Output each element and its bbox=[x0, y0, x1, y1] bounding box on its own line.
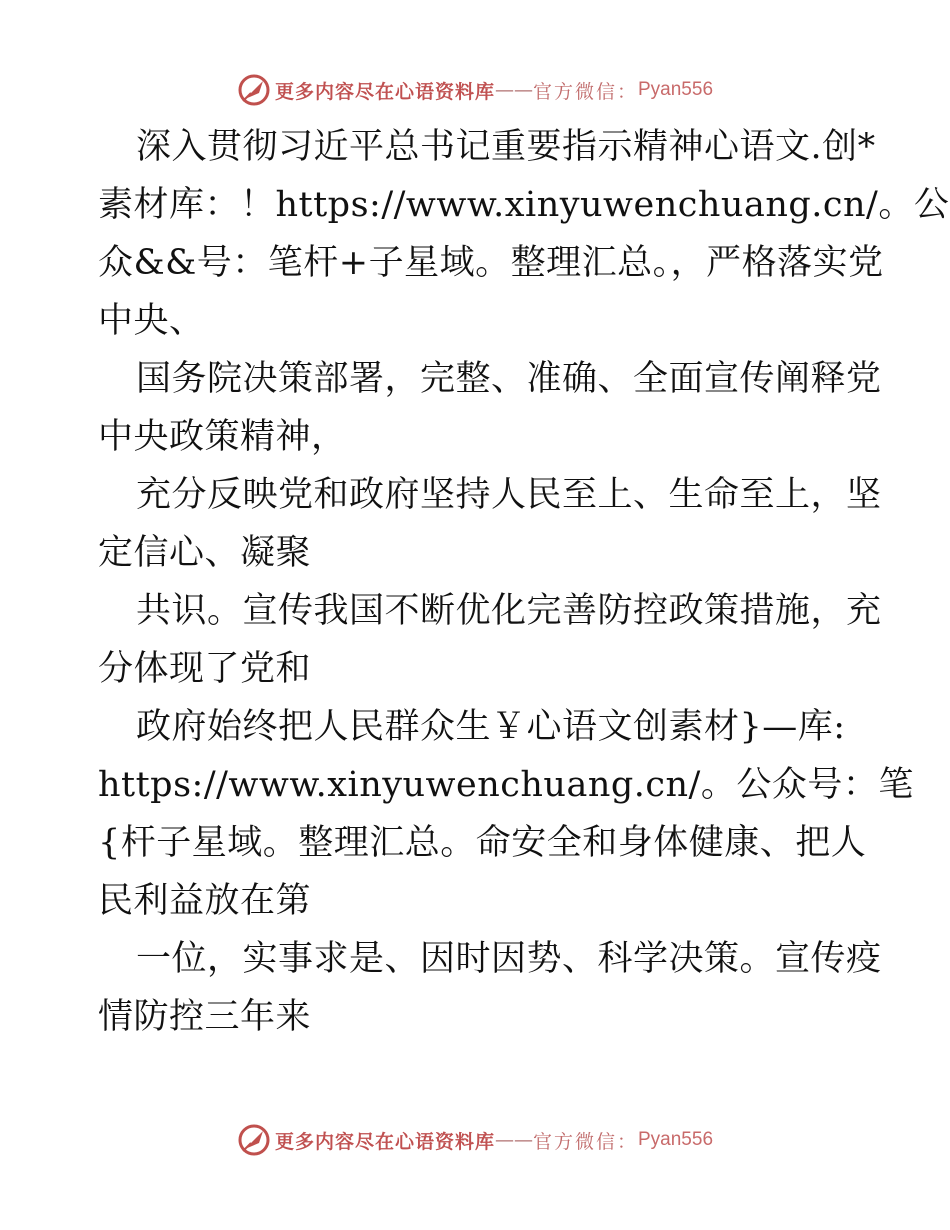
header-wechat-id: Pyan556 bbox=[638, 79, 714, 100]
header-brand: 更多内容尽在心语资料库 bbox=[274, 80, 495, 103]
body-line-7: 充分反映党和政府坚持人民至上、生命至上，坚 bbox=[136, 475, 882, 515]
body-line-14: 民利益放在第 bbox=[98, 881, 312, 921]
body-line-13: {杆子星域。整理汇总。命安全和身体健康、把人 bbox=[98, 823, 867, 863]
header-banner bbox=[0, 70, 950, 110]
body-line-11: 政府始终把人民群众生￥心语文创素材}—库: bbox=[136, 707, 846, 747]
body-line-9: 共识。宣传我国不断优化完善防控政策措施，充 bbox=[136, 591, 882, 631]
body-line-3: 众&&号：笔杆+子星域。整理汇总。，严格落实党 bbox=[98, 243, 884, 283]
footer-brand: 更多内容尽在心语资料库 bbox=[274, 1130, 495, 1153]
body-line-6: 中央政策精神， bbox=[98, 417, 347, 457]
body-line-16: 情防控三年来 bbox=[98, 997, 312, 1037]
footer-dash: —— bbox=[494, 1129, 533, 1151]
quill-logo-icon bbox=[237, 1123, 271, 1157]
body-line-4: 中央、 bbox=[98, 301, 205, 341]
quill-logo-icon bbox=[237, 73, 271, 107]
header-wechat-label: 官方微信： bbox=[532, 80, 638, 103]
footer-wechat-id: Pyan556 bbox=[638, 1129, 714, 1150]
body-line-8: 定信心、凝聚 bbox=[98, 533, 312, 573]
body-line-2: 素材库：！https://www.xinyuwenchuang.cn/。公 bbox=[98, 185, 950, 225]
body-line-1: 深入贯彻习近平总书记重要指示精神心语文.创* bbox=[136, 127, 876, 167]
body-line-5: 国务院决策部署，完整、准确、全面宣传阐释党 bbox=[136, 359, 882, 399]
header-dash: —— bbox=[494, 79, 533, 101]
document-body bbox=[98, 118, 950, 1046]
footer-wechat-label: 官方微信： bbox=[532, 1130, 638, 1153]
footer-banner bbox=[0, 1120, 950, 1160]
body-line-15: 一位，实事求是、因时因势、科学决策。宣传疫 bbox=[136, 939, 882, 979]
body-line-12: https://www.xinyuwenchuang.cn/。公众号：笔 bbox=[98, 765, 914, 805]
body-line-10: 分体现了党和 bbox=[98, 649, 312, 689]
